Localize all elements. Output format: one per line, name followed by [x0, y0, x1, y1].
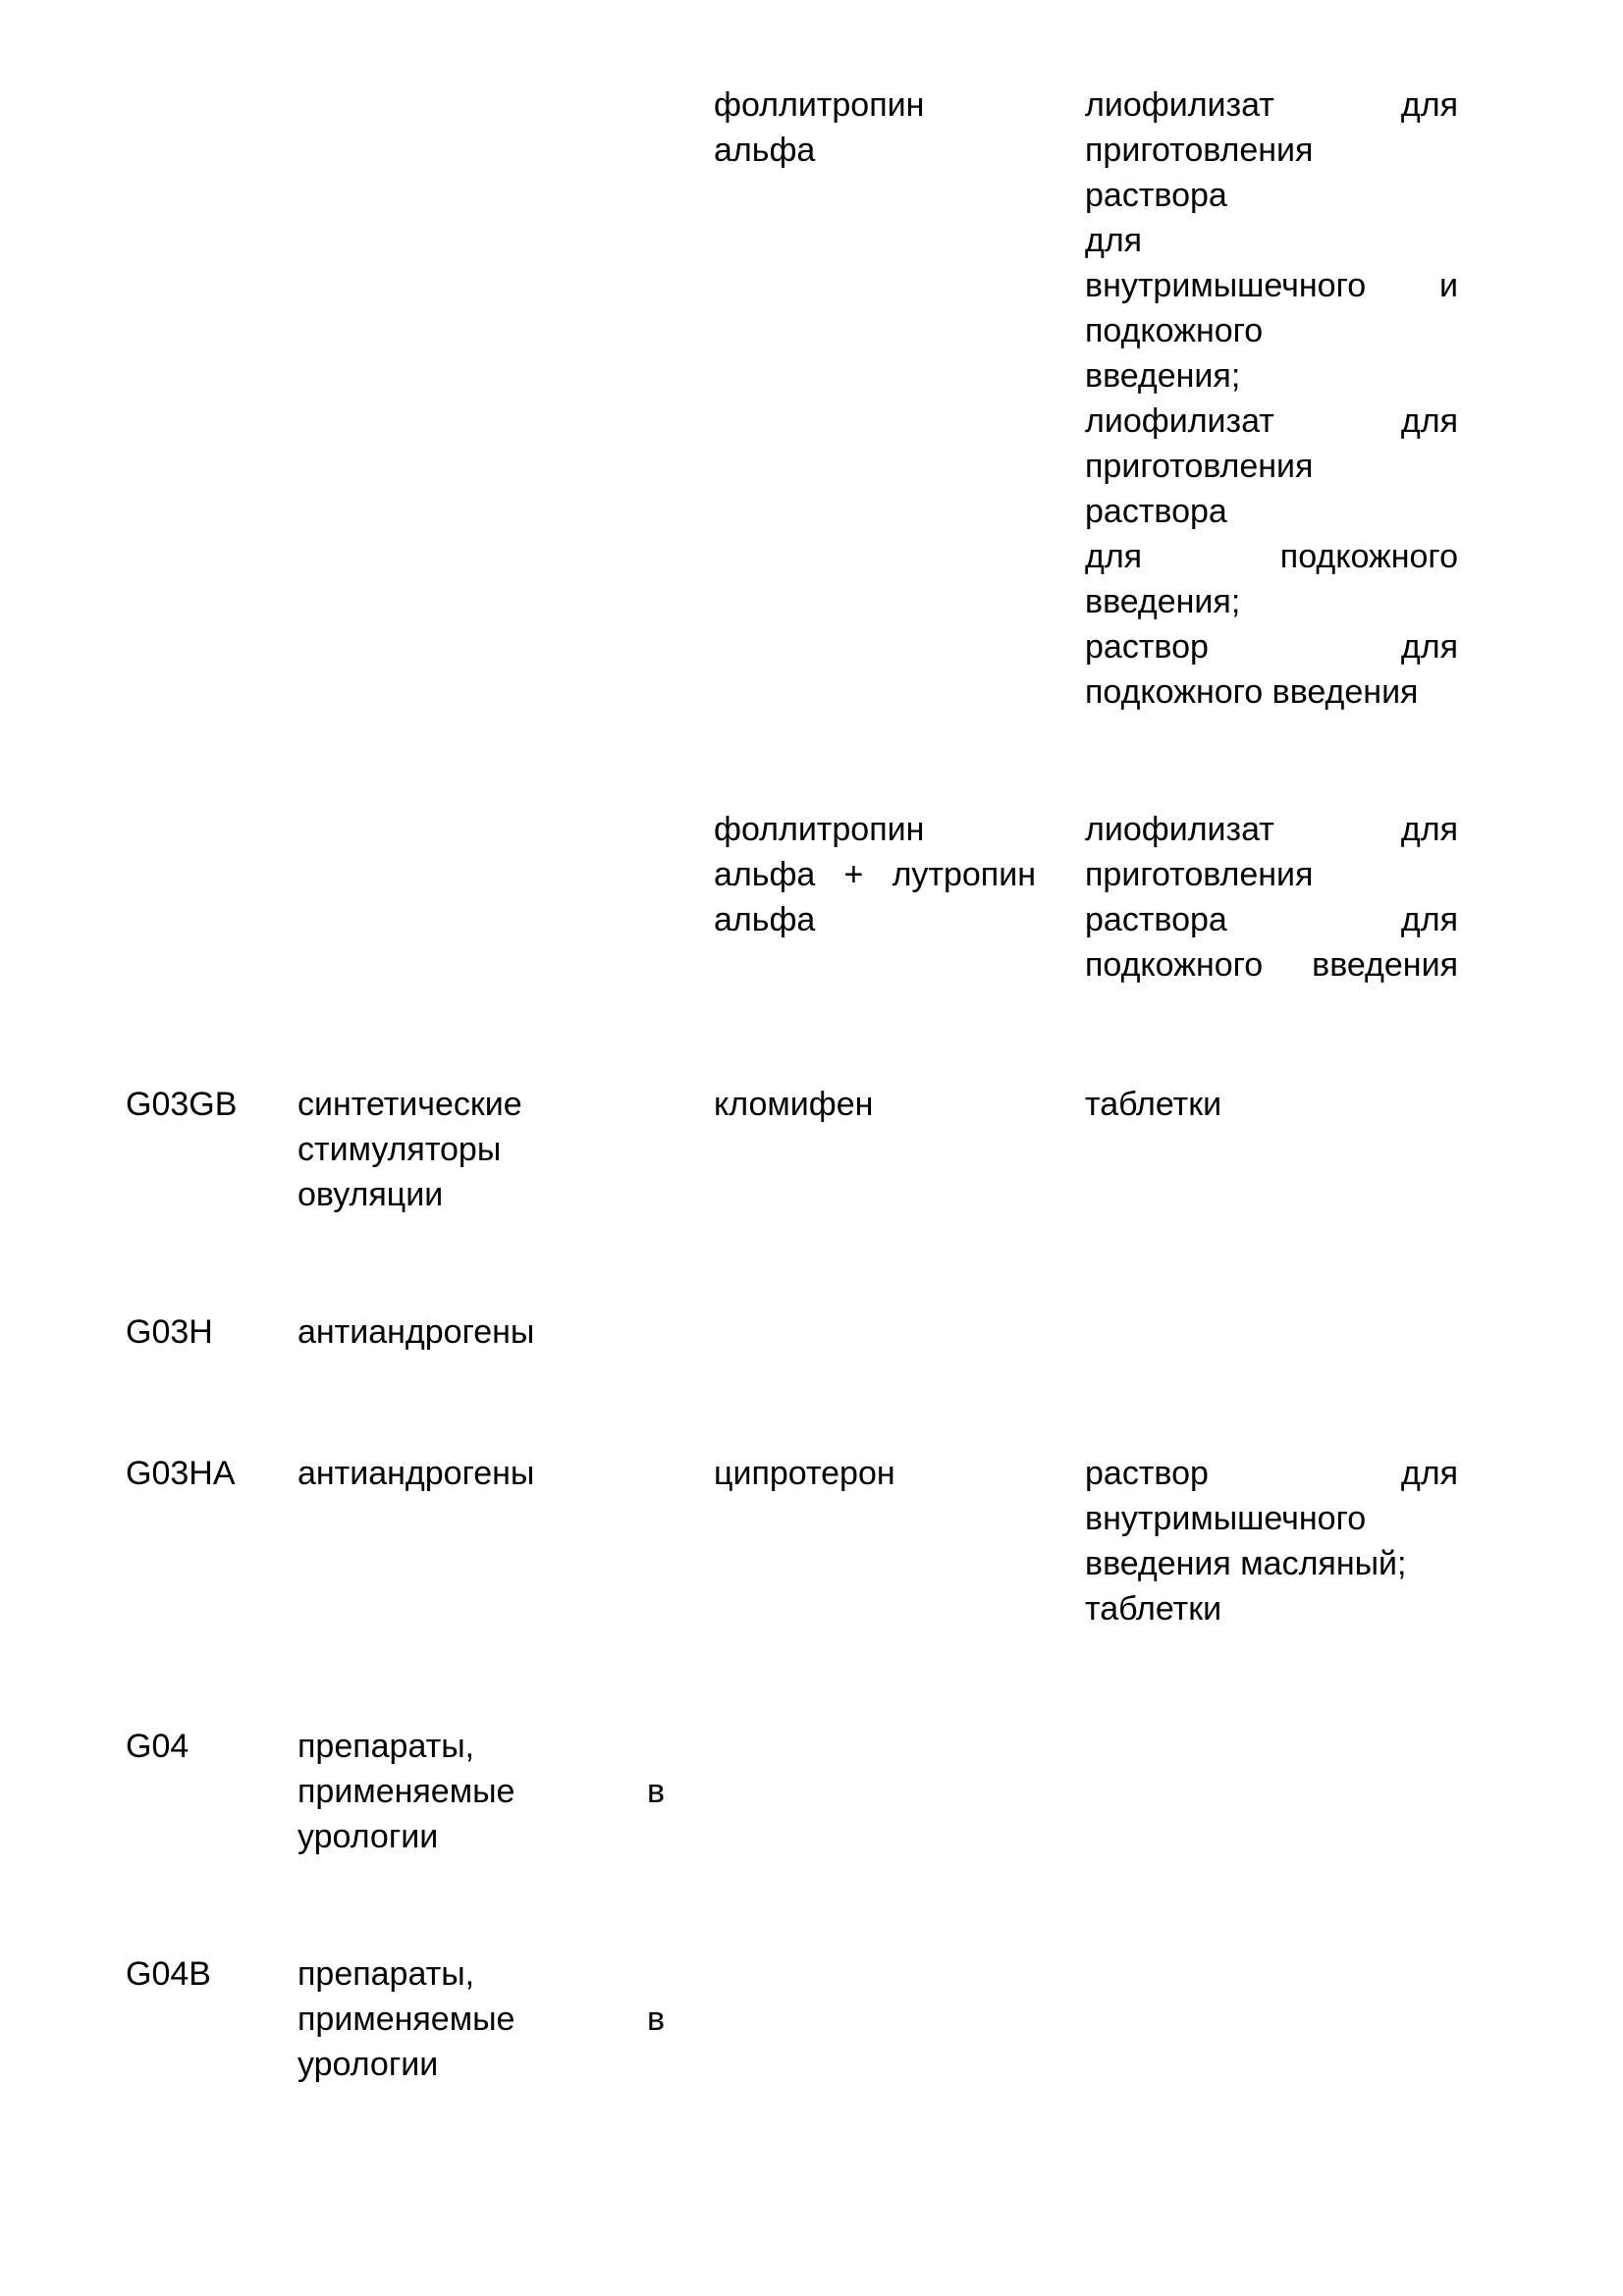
form-line: раствор для: [1085, 1455, 1458, 1492]
form-line: внутримышечного и: [1085, 267, 1458, 304]
group-line: применяемые в: [298, 1773, 665, 1810]
form-line: приготовления: [1085, 132, 1314, 169]
inn-line: ципротерон: [714, 1455, 895, 1492]
form-line: подкожного введения: [1085, 673, 1419, 711]
inn-line: фоллитропин: [714, 86, 925, 124]
group-line: синтетические: [298, 1086, 522, 1123]
group-line: антиандрогены: [298, 1313, 535, 1351]
form-line: раствор для: [1085, 628, 1458, 666]
inn-line: альфа: [714, 132, 816, 169]
form-line: приготовления: [1085, 856, 1314, 893]
form-line: внутримышечного: [1085, 1500, 1367, 1537]
form-line: для подкожного: [1085, 538, 1458, 575]
inn-line: фоллитропин: [714, 811, 925, 848]
group-line: антиандрогены: [298, 1455, 535, 1492]
form-line: лиофилизат для: [1085, 402, 1458, 440]
atc-code: G03H: [126, 1313, 213, 1351]
group-line: урологии: [298, 1818, 439, 1855]
atc-code: G04B: [126, 1955, 211, 1993]
form-line: лиофилизат для: [1085, 811, 1458, 848]
atc-code: G03HA: [126, 1455, 236, 1492]
atc-code: G04: [126, 1728, 189, 1765]
group-line: препараты,: [298, 1955, 475, 1993]
form-line: приготовления: [1085, 448, 1314, 485]
form-line: раствора для: [1085, 901, 1458, 938]
inn-line: альфа: [714, 901, 816, 938]
group-line: урологии: [298, 2046, 439, 2083]
form-line: подкожного введения: [1085, 946, 1458, 984]
form-line: для: [1085, 222, 1143, 259]
form-line: лиофилизат для: [1085, 86, 1458, 124]
form-line: таблетки: [1085, 1086, 1222, 1123]
form-line: подкожного: [1085, 312, 1264, 349]
group-line: применяемые в: [298, 2001, 665, 2038]
form-line: введения;: [1085, 357, 1241, 395]
inn-line: альфа + лутропин: [714, 856, 1036, 893]
inn-line: кломифен: [714, 1086, 874, 1123]
form-line: введения масляный;: [1085, 1545, 1407, 1582]
group-line: стимуляторы: [298, 1131, 502, 1168]
group-line: препараты,: [298, 1728, 475, 1765]
form-line: раствора: [1085, 177, 1227, 214]
form-line: введения;: [1085, 583, 1241, 620]
atc-code: G03GB: [126, 1086, 238, 1123]
group-line: овуляции: [298, 1176, 444, 1213]
form-line: таблетки: [1085, 1590, 1222, 1628]
form-line: раствора: [1085, 493, 1227, 530]
